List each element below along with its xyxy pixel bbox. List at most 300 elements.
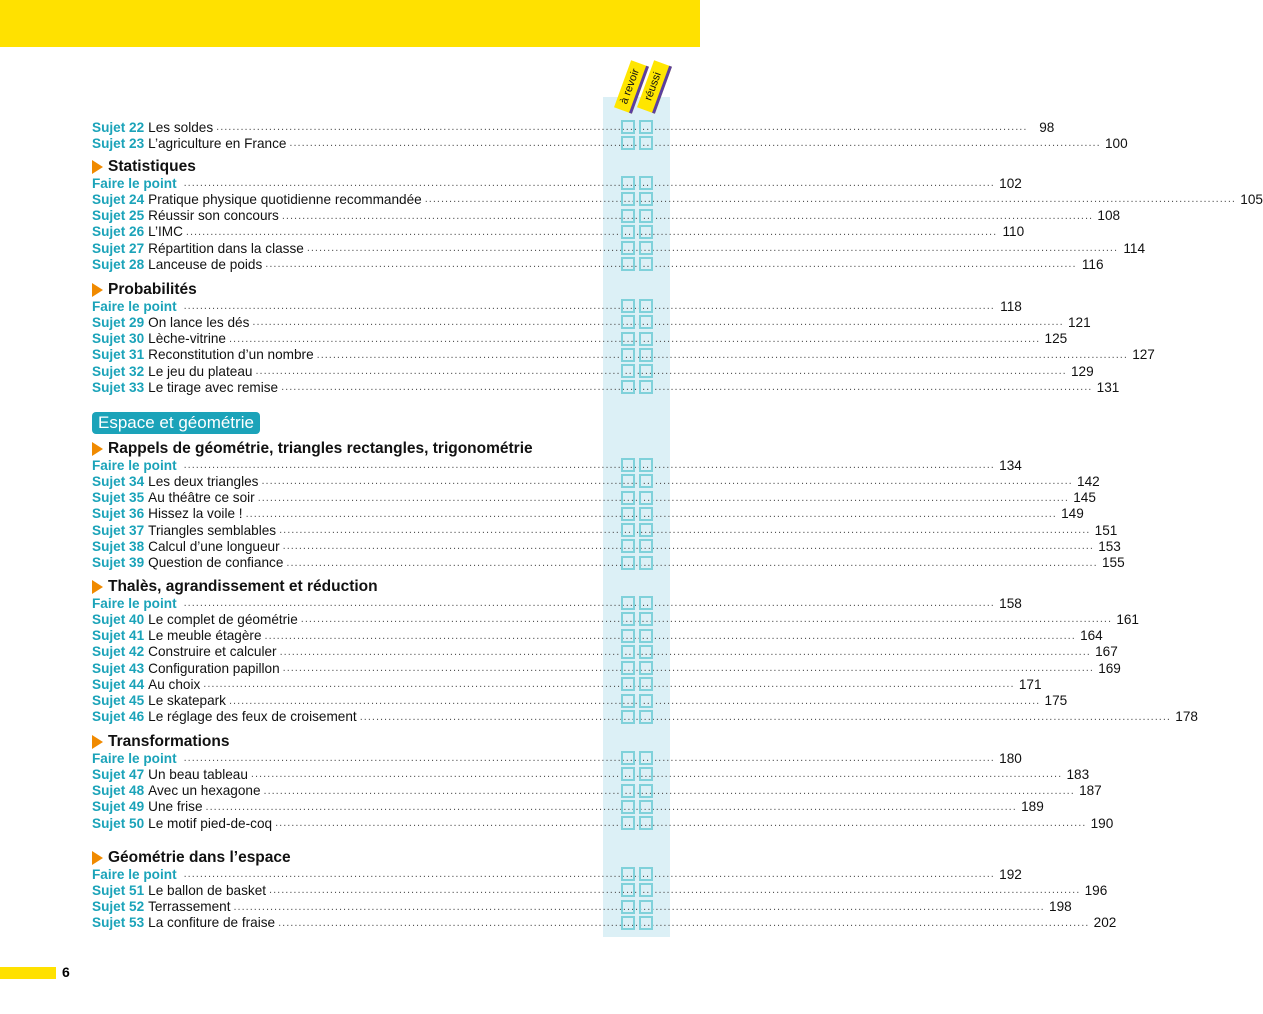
entry-page: 134 [999,457,1022,473]
triangle-bullet-icon [92,580,103,594]
entry-title: Triangles semblables [148,522,277,538]
toc-entry[interactable] [92,224,1025,240]
checkbox-succeeded[interactable] [639,507,653,521]
progress-checkboxes [621,176,653,190]
top-bar [0,0,700,47]
toc-entry[interactable] [92,628,1103,644]
dot-leader: ........................................................................................................................................................................................................ [269,884,1081,897]
entry-page: 100 [1104,135,1128,151]
dot-leader: ........................................................................................................................................................................................................ [275,817,1087,830]
entry-page: 155 [1101,555,1125,571]
checkbox-succeeded[interactable] [639,710,653,724]
progress-checkboxes [621,380,653,394]
entry-title: Le jeu du plateau [148,363,253,379]
checkbox-to-review[interactable] [621,225,635,239]
entry-title: Au théâtre ce soir [148,490,255,506]
progress-checkboxes [621,694,653,708]
entry-title: On lance les dés [148,314,250,330]
progress-checkboxes [621,710,653,724]
chapter-heading-text: Rappels de géométrie, triangles rectangles, trigonométrie [108,440,533,457]
progress-checkboxes [621,225,653,239]
progress-checkboxes [621,120,653,134]
checkbox-to-review[interactable] [621,629,635,643]
progress-checkboxes [621,596,653,610]
checkbox-succeeded[interactable] [639,491,653,505]
checkbox-to-review[interactable] [621,867,635,881]
entry-label: Sujet 40 [92,611,145,627]
entry-page: 151 [1094,522,1118,538]
chapter-heading [92,733,657,751]
checkbox-to-review[interactable] [621,348,635,362]
toc-entry[interactable] [92,866,1022,882]
entry-page: 175 [1044,693,1068,709]
entry-page: 149 [1061,506,1084,522]
checkbox-to-review[interactable] [621,120,635,134]
chapter-heading-text: Géométrie dans l’espace [108,849,291,866]
entry-title: Reconstitution d’un nombre [148,347,314,363]
entry-page: 183 [1066,766,1090,782]
toc-entry[interactable] [92,676,1042,692]
toc-entry[interactable] [92,555,1125,571]
entry-label: Sujet 24 [92,191,145,207]
dot-leader: ........................................................................................................................................................................................................ [183,868,995,881]
entry-label: Sujet 43 [92,660,145,676]
entry-label: Sujet 26 [92,224,145,240]
toc-entry[interactable] [92,135,1128,151]
dot-leader: ........................................................................................................................................................................................................ [282,540,1094,553]
checkbox-to-review[interactable] [621,507,635,521]
checkbox-succeeded[interactable] [639,539,653,553]
entry-title: Les soldes [148,119,214,135]
progress-checkboxes [621,645,653,659]
toc-entry[interactable] [92,693,1068,709]
checkbox-to-review[interactable] [621,612,635,626]
checkbox-to-review[interactable] [621,900,635,914]
toc-entry[interactable] [92,314,1091,330]
entry-title: Le skatepark [148,693,226,709]
toc-entry[interactable] [92,119,1055,135]
entry-page: 171 [1018,676,1042,692]
checkbox-succeeded[interactable] [639,364,653,378]
footer-bar [0,967,56,979]
checkbox-succeeded[interactable] [639,315,653,329]
checkbox-succeeded[interactable] [639,192,653,206]
checkbox-succeeded[interactable] [639,209,653,223]
checkbox-succeeded[interactable] [639,784,653,798]
toc-entry[interactable] [92,191,1263,207]
checkbox-succeeded[interactable] [639,629,653,643]
entry-label: Sujet 39 [92,555,145,571]
legend-succeeded-label: réussi [642,70,664,103]
progress-checkboxes [621,751,653,765]
toc-group [92,119,1128,152]
dot-leader: ........................................................................................................................................................................................................ [183,597,995,610]
progress-checkboxes [621,192,653,206]
checkbox-to-review[interactable] [621,767,635,781]
progress-checkboxes [621,364,653,378]
dot-leader: ........................................................................................................................................................................................................ [183,459,995,472]
checkbox-to-review[interactable] [621,645,635,659]
toc-entry[interactable] [92,766,1090,782]
progress-checkboxes [621,299,653,313]
dot-leader: ........................................................................................................................................................................................................ [263,784,1075,797]
chapter-heading [92,281,657,299]
dot-leader: ........................................................................................................................................................................................................ [306,242,1119,255]
entry-title: Un beau tableau [148,766,248,782]
entry-label: Faire le point [92,298,177,314]
triangle-bullet-icon [92,851,103,865]
dot-leader: ........................................................................................................................................................................................................ [257,491,1069,504]
entry-page: 158 [999,595,1022,611]
toc-group [92,578,1198,725]
progress-checkboxes [621,209,653,223]
toc-entry[interactable] [92,750,1022,766]
dot-leader: ........................................................................................................................................................................................................ [245,507,1057,520]
dot-leader: ........................................................................................................................................................................................................ [183,177,995,190]
entry-title: Répartition dans la classe [148,240,304,256]
progress-checkboxes [621,332,653,346]
checkbox-succeeded[interactable] [639,816,653,830]
entry-label: Sujet 23 [92,135,145,151]
checkbox-to-review[interactable] [621,800,635,814]
entry-label: Sujet 27 [92,240,145,256]
checkbox-succeeded[interactable] [639,225,653,239]
checkbox-succeeded[interactable] [639,241,653,255]
checkbox-succeeded[interactable] [639,257,653,271]
entry-title: Le réglage des feux de croisement [148,709,357,725]
entry-label: Sujet 32 [92,363,145,379]
triangle-bullet-icon [92,283,103,297]
dot-leader: ........................................................................................................................................................................................................ [261,475,1073,488]
entry-page: 169 [1098,660,1121,676]
entry-label: Sujet 47 [92,766,145,782]
toc-entry[interactable] [92,379,1120,395]
entry-title: Configuration papillon [148,660,280,676]
progress-checkboxes [621,315,653,329]
progress-checkboxes [621,241,653,255]
toc-entry[interactable] [92,538,1121,554]
progress-checkboxes [621,883,653,897]
dot-leader: ........................................................................................................................................................................................................ [424,193,1236,206]
checkbox-succeeded[interactable] [639,474,653,488]
progress-checkboxes [621,867,653,881]
checkbox-to-review[interactable] [621,556,635,570]
checkbox-to-review[interactable] [621,192,635,206]
checkbox-to-review[interactable] [621,299,635,313]
legend-to-review-label: à revoir [618,67,643,106]
entry-label: Sujet 38 [92,538,145,554]
checkbox-to-review[interactable] [621,710,635,724]
entry-label: Sujet 44 [92,676,145,692]
entry-page: 129 [1071,363,1094,379]
chapter-heading [92,158,657,176]
toc-group [92,849,1117,931]
entry-label: Sujet 35 [92,490,145,506]
checkbox-to-review[interactable] [621,539,635,553]
checkbox-to-review[interactable] [621,677,635,691]
entry-page: 131 [1096,379,1120,395]
entry-label: Sujet 31 [92,347,145,363]
entry-label: Sujet 53 [92,915,145,931]
toc-entry[interactable] [92,363,1094,379]
chapter-heading-text: Transformations [108,733,230,750]
checkbox-to-review[interactable] [621,523,635,537]
checkbox-to-review[interactable] [621,458,635,472]
entry-page: 161 [1116,611,1139,627]
chapter-heading-text: Statistiques [108,158,196,175]
toc-entry[interactable] [92,175,1022,191]
checkbox-succeeded[interactable] [639,176,653,190]
dot-leader: ........................................................................................................................................................................................................ [233,900,1045,913]
checkbox-succeeded[interactable] [639,458,653,472]
progress-checkboxes [621,523,653,537]
dot-leader: ........................................................................................................................................................................................................ [282,662,1094,675]
toc-entry[interactable] [92,208,1121,224]
entry-page: 198 [1049,899,1072,915]
checkbox-succeeded[interactable] [639,694,653,708]
toc-entry[interactable] [92,783,1102,799]
progress-checkboxes [621,507,653,521]
checkbox-succeeded[interactable] [639,661,653,675]
chapter-heading [92,440,657,458]
progress-checkboxes [621,257,653,271]
entry-title: Pratique physique quotidienne recommandée [148,191,422,207]
checkbox-to-review[interactable] [621,596,635,610]
dot-leader: ........................................................................................................................................................................................................ [300,613,1112,626]
dot-leader: ........................................................................................................................................................................................................ [281,209,1094,222]
dot-leader: ........................................................................................................................................................................................................ [265,258,1077,271]
checkbox-succeeded[interactable] [639,380,653,394]
toc-group [92,158,1263,273]
dot-leader: ........................................................................................................................................................................................................ [228,332,1041,345]
chapter-heading-text: Probabilités [108,281,197,298]
toc-entry[interactable] [92,595,1022,611]
entry-label: Faire le point [92,750,177,766]
checkbox-to-review[interactable] [621,816,635,830]
entry-title: L’IMC [148,224,183,240]
chapter-heading-text: Thalès, agrandissement et réduction [108,578,378,595]
toc-entry[interactable] [92,915,1117,931]
checkbox-to-review[interactable] [621,364,635,378]
toc-entry[interactable] [92,799,1044,815]
dot-leader: ........................................................................................................................................................................................................ [216,121,1028,134]
checkbox-to-review[interactable] [621,241,635,255]
checkbox-to-review[interactable] [621,491,635,505]
entry-title: Lèche-vitrine [148,331,226,347]
entry-page: 180 [999,750,1022,766]
progress-checkboxes [621,767,653,781]
entry-title: Réussir son concours [148,208,279,224]
entry-title: Une frise [148,799,203,815]
entry-page: 189 [1021,799,1044,815]
toc-entry[interactable] [92,473,1100,489]
entry-label: Sujet 36 [92,506,145,522]
toc-entry[interactable] [92,490,1096,506]
entry-page: 121 [1067,314,1091,330]
checkbox-succeeded[interactable] [639,299,653,313]
toc-entry[interactable] [92,815,1114,831]
progress-checkboxes [621,677,653,691]
entry-label: Sujet 48 [92,783,145,799]
entry-title: Avec un hexagone [148,783,261,799]
checkbox-succeeded[interactable] [639,767,653,781]
checkbox-succeeded[interactable] [639,523,653,537]
entry-page: 105 [1240,191,1263,207]
checkbox-to-review[interactable] [621,751,635,765]
toc-entry[interactable] [92,457,1022,473]
entry-label: Faire le point [92,595,177,611]
toc-group [92,440,1125,571]
progress-checkboxes [621,629,653,643]
progress-checkboxes [621,784,653,798]
dot-leader: ........................................................................................................................................................................................................ [278,916,1090,929]
entry-label: Sujet 41 [92,628,145,644]
dot-leader: ........................................................................................................................................................................................................ [185,225,998,238]
checkbox-succeeded[interactable] [639,677,653,691]
entry-title: Le ballon de basket [148,882,267,898]
entry-page: 196 [1084,882,1108,898]
entry-title: Les deux triangles [148,473,259,489]
toc-entry[interactable] [92,256,1104,272]
checkbox-to-review[interactable] [621,315,635,329]
checkbox-succeeded[interactable] [639,332,653,346]
dot-leader: ........................................................................................................................................................................................................ [359,710,1171,723]
checkbox-succeeded[interactable] [639,556,653,570]
toc-entry[interactable] [92,644,1118,660]
entry-page: 108 [1097,208,1121,224]
checkbox-to-review[interactable] [621,784,635,798]
entry-page: 125 [1044,331,1068,347]
entry-page: 142 [1077,473,1100,489]
entry-label: Sujet 52 [92,899,145,915]
checkbox-to-review[interactable] [621,136,635,150]
checkbox-to-review[interactable] [621,209,635,223]
entry-label: Sujet 29 [92,314,145,330]
dot-leader: ........................................................................................................................................................................................................ [289,137,1101,150]
checkbox-succeeded[interactable] [639,751,653,765]
toc-entry[interactable] [92,347,1155,363]
entry-title: Terrassement [148,899,231,915]
toc-entry[interactable] [92,298,1022,314]
checkbox-to-review[interactable] [621,474,635,488]
checkbox-succeeded[interactable] [639,900,653,914]
dot-leader: ........................................................................................................................................................................................................ [316,348,1128,361]
triangle-bullet-icon [92,735,103,749]
entry-label: Sujet 49 [92,799,145,815]
checkbox-succeeded[interactable] [639,348,653,362]
toc-entry[interactable] [92,522,1118,538]
triangle-bullet-icon [92,442,103,456]
toc-entry[interactable] [92,709,1198,725]
entry-label: Sujet 25 [92,208,145,224]
entry-label: Sujet 51 [92,882,145,898]
entry-page: 98 [1039,119,1055,135]
dot-leader: ........................................................................................................................................................................................................ [264,629,1076,642]
dot-leader: ........................................................................................................................................................................................................ [203,678,1015,691]
dot-leader: ........................................................................................................................................................................................................ [228,694,1041,707]
checkbox-succeeded[interactable] [639,645,653,659]
progress-checkboxes [621,916,653,930]
entry-page: 164 [1080,628,1103,644]
toc-entry[interactable] [92,240,1146,256]
checkbox-succeeded[interactable] [639,867,653,881]
entry-label: Sujet 34 [92,473,145,489]
entry-title: Le meuble étagère [148,628,262,644]
entry-label: Sujet 37 [92,522,145,538]
entry-label: Sujet 42 [92,644,145,660]
entry-title: Le tirage avec remise [148,379,279,395]
dot-leader: ........................................................................................................................................................................................................ [250,768,1063,781]
checkbox-to-review[interactable] [621,380,635,394]
checkbox-succeeded[interactable] [639,883,653,897]
dot-leader: ........................................................................................................................................................................................................ [255,365,1067,378]
dot-leader: ........................................................................................................................................................................................................ [281,381,1093,394]
entry-title: La confiture de fraise [148,915,276,931]
chapter-heading [92,849,657,867]
toc-entry[interactable] [92,331,1068,347]
toc-entry[interactable] [92,899,1072,915]
dot-leader: ........................................................................................................................................................................................................ [183,752,995,765]
dot-leader: ........................................................................................................................................................................................................ [252,316,1064,329]
toc-entry[interactable] [92,506,1084,522]
entry-page: 190 [1090,815,1114,831]
dot-leader: ........................................................................................................................................................................................................ [183,300,995,313]
checkbox-succeeded[interactable] [639,612,653,626]
checkbox-to-review[interactable] [621,916,635,930]
toc-group [92,733,1114,831]
progress-checkboxes [621,348,653,362]
triangle-bullet-icon [92,160,103,174]
checkbox-succeeded[interactable] [639,120,653,134]
entry-page: 202 [1093,915,1117,931]
entry-label: Sujet 33 [92,379,145,395]
page-number: 6 [62,964,70,980]
entry-title: Construire et calculer [148,644,277,660]
checkbox-succeeded[interactable] [639,136,653,150]
checkbox-to-review[interactable] [621,176,635,190]
entry-title: Le complet de géométrie [148,611,298,627]
entry-label: Faire le point [92,175,177,191]
checkbox-to-review[interactable] [621,332,635,346]
entry-title: Lanceuse de poids [148,256,263,272]
checkbox-to-review[interactable] [621,883,635,897]
entry-label: Sujet 30 [92,331,145,347]
checkbox-succeeded[interactable] [639,916,653,930]
progress-checkboxes [621,556,653,570]
progress-checkboxes [621,491,653,505]
progress-checkboxes [621,612,653,626]
entry-title: Hissez la voile ! [148,506,243,522]
toc-entry[interactable] [92,882,1108,898]
toc-entry[interactable] [92,611,1139,627]
entry-page: 187 [1079,783,1102,799]
entry-page: 114 [1123,240,1146,256]
checkbox-to-review[interactable] [621,257,635,271]
checkbox-to-review[interactable] [621,661,635,675]
entry-title: Au choix [148,676,201,692]
progress-checkboxes [621,539,653,553]
toc-entry[interactable] [92,660,1121,676]
checkbox-succeeded[interactable] [639,800,653,814]
entry-title: L’agriculture en France [148,135,287,151]
entry-label: Sujet 50 [92,815,145,831]
progress-checkboxes [621,900,653,914]
dot-leader: ........................................................................................................................................................................................................ [205,800,1017,813]
checkbox-to-review[interactable] [621,694,635,708]
entry-page: 116 [1081,256,1104,272]
checkbox-succeeded[interactable] [639,596,653,610]
entry-label: Sujet 45 [92,693,145,709]
